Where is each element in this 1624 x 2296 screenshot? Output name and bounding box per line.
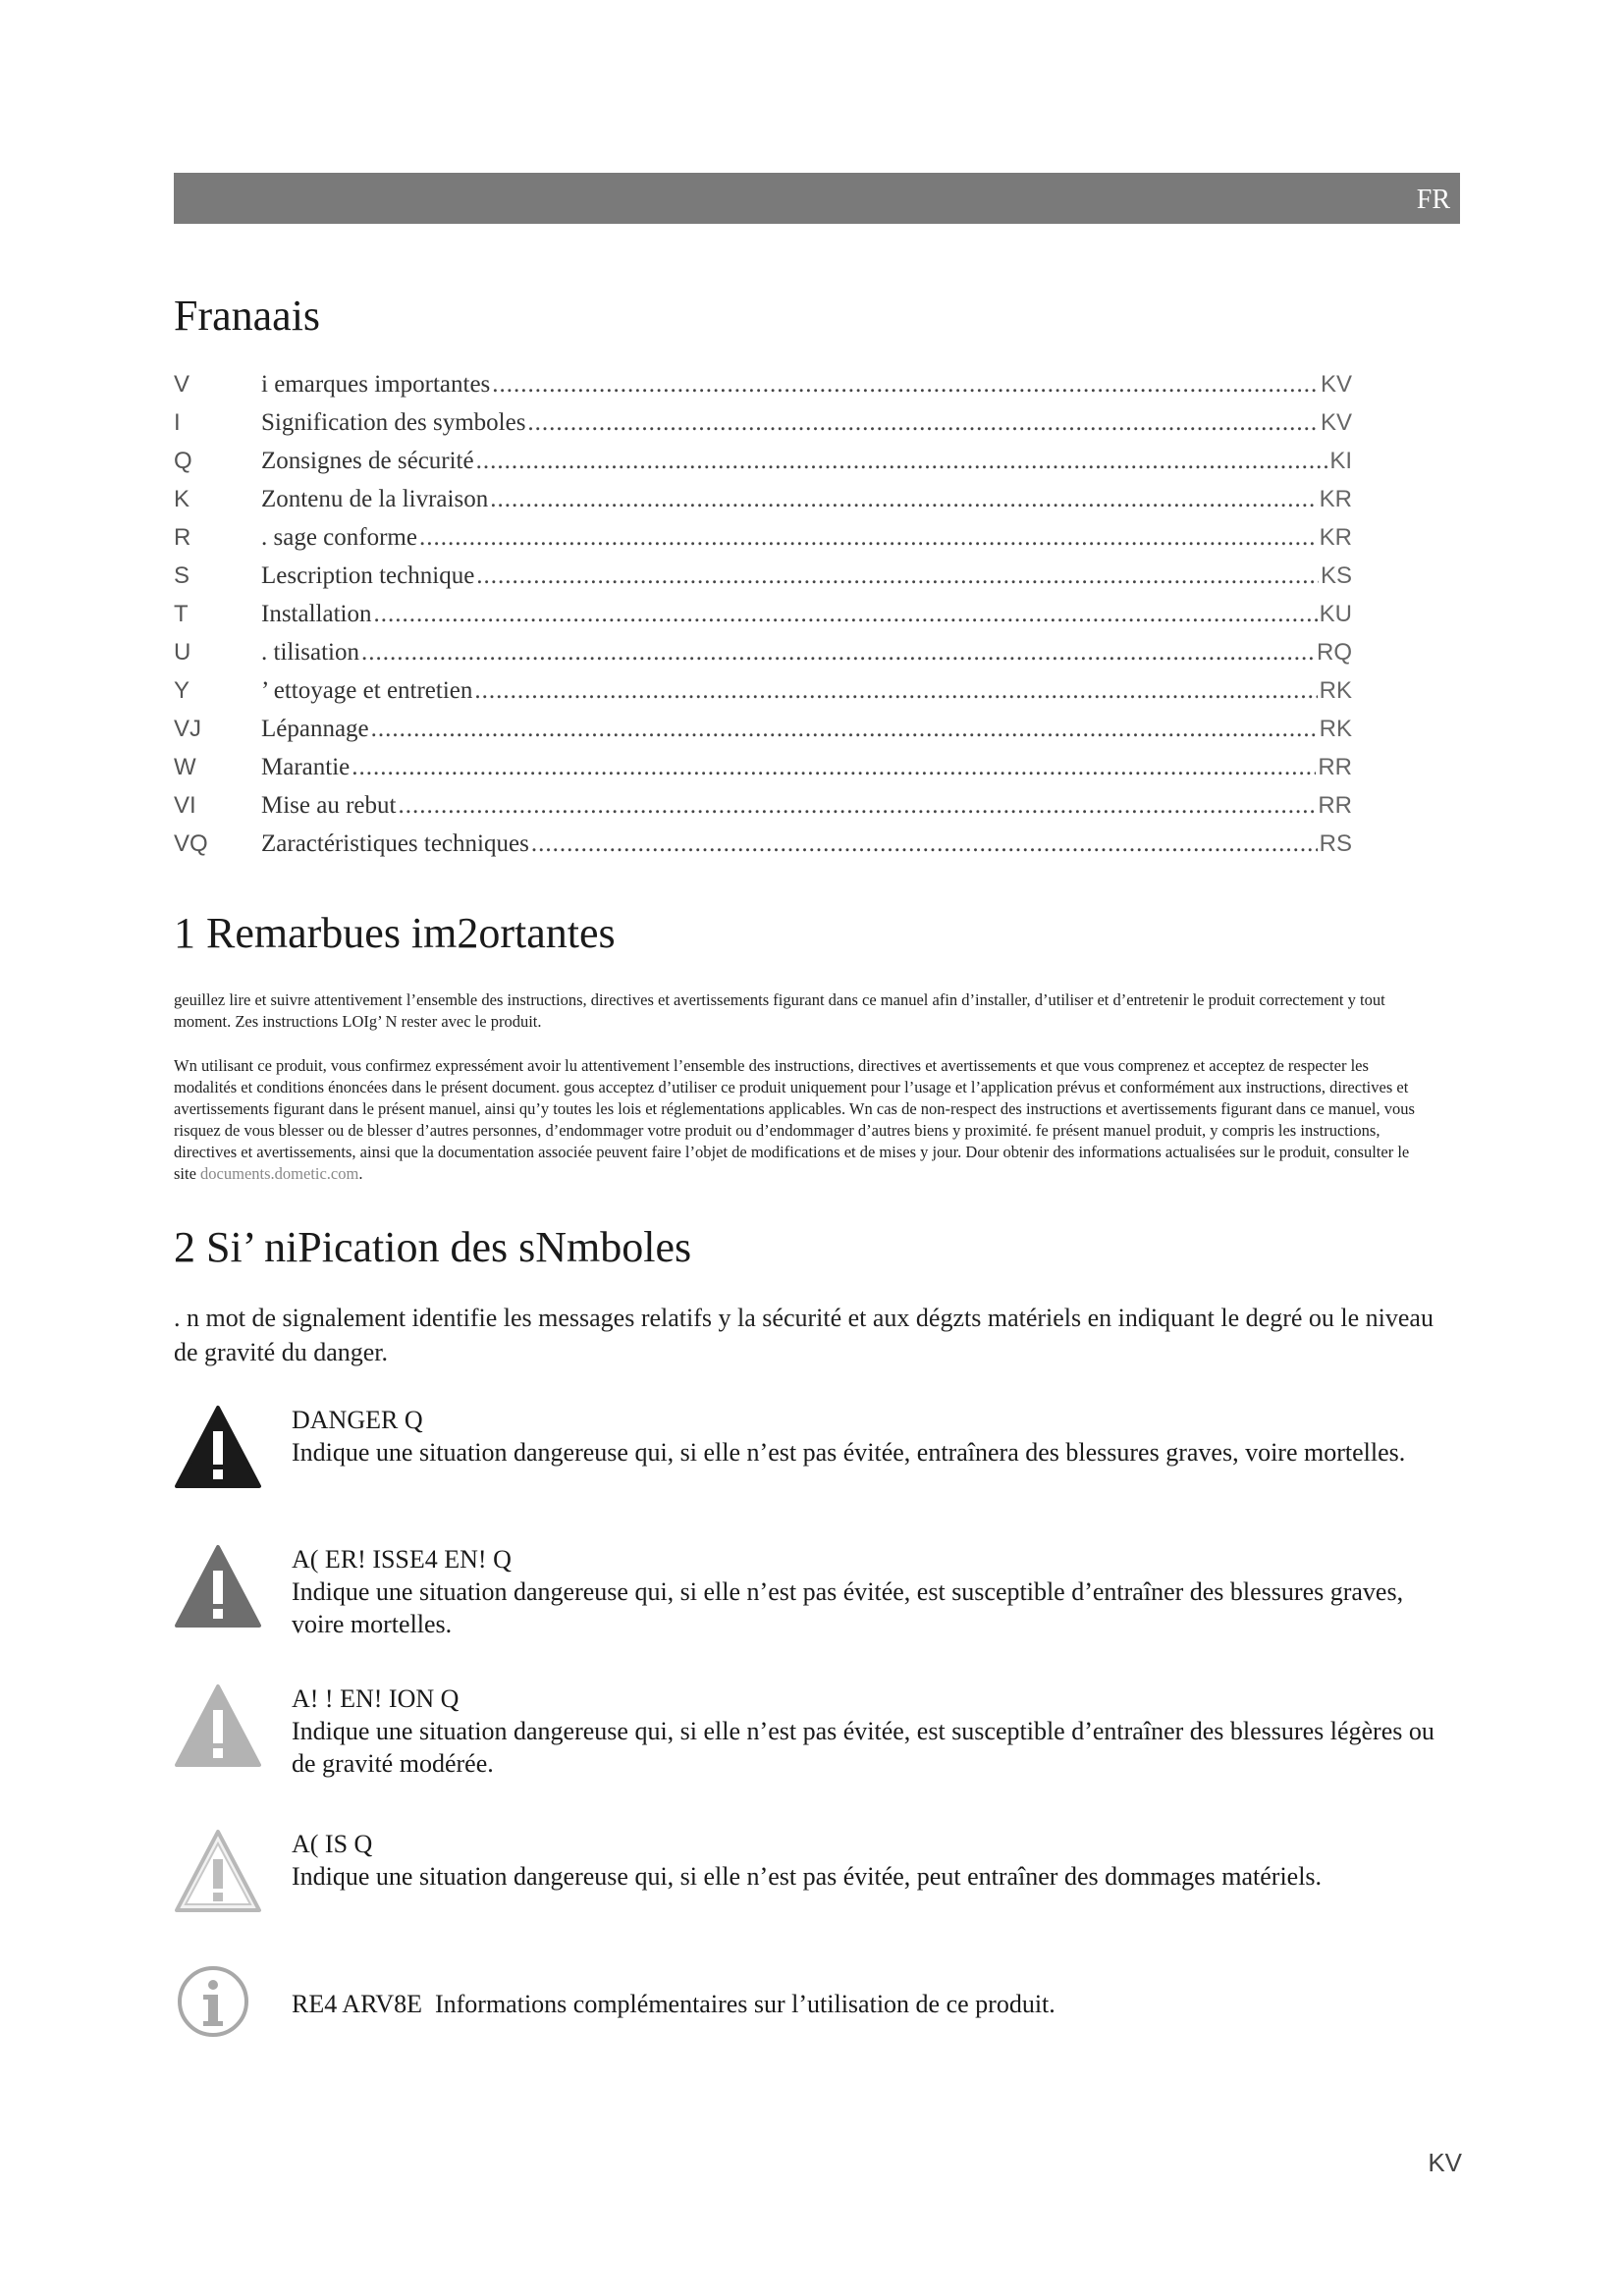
paragraph-text: Wn utilisant ce produit, vous confirmez expressément avoir lu attentivement l’ensemble des instructions, directives et avertissements et que vous comprenez et acceptez de respecter les modalités et conditions énoncées dans le présent document. gous acceptez d’utiliser ce produit uniquement pour l’usage et l’application prévus et conformément aux instructions, directives et avertissements figurant dans le présent manuel, ainsi qu’y toutes les lois et réglementations applicables. Wn cas de non-respect des instructions et avertissements figurant dans ce manuel, vous risquez de vous blesser ou de blesser d’autres personnes, d’endommager votre produit ou d’endommager d’autres biens y proximité. fe présent manuel produit, y compris les instructions, directives et avertissements, ainsi que la documentation associée peuvent faire l’objet de modifications et de mises y jour. Dour obtenir des informations actualisées sur le produit, consulter le site xyxy=(174,1056,1415,1183)
toc-entry[interactable] xyxy=(174,371,1352,409)
language-code: FR xyxy=(1416,185,1450,215)
toc-number: S xyxy=(174,562,190,589)
toc-page: RR xyxy=(1318,754,1352,780)
symbol-label: A( ER! ISSE4 EN! Q xyxy=(292,1545,512,1574)
toc-number: U xyxy=(174,639,191,666)
toc-number: R xyxy=(174,524,191,551)
toc-entry[interactable] xyxy=(174,830,1352,869)
toc-number: Y xyxy=(174,677,190,704)
toc-leader xyxy=(373,601,1317,628)
toc-leader xyxy=(352,754,1316,781)
toc-label: Zonsignes de sécurité xyxy=(261,448,474,474)
documents-link[interactable]: documents.dometic.com xyxy=(200,1164,359,1183)
toc-leader xyxy=(490,486,1317,513)
toc-label: ’ ettoyage et entretien xyxy=(261,677,473,704)
page-number: KV xyxy=(1428,2148,1462,2177)
toc-entry[interactable] xyxy=(174,754,1352,792)
note-description: Informations complémentaires sur l’utilisation de ce produit. xyxy=(434,1990,1056,2018)
toc-label: Signification des symboles xyxy=(261,409,526,436)
toc-page: KR xyxy=(1319,486,1352,512)
toc-label: Zontenu de la livraison xyxy=(261,486,489,512)
symbol-label: A! ! EN! ION Q xyxy=(292,1684,460,1713)
toc-number: I xyxy=(174,409,181,436)
important-notes-paragraph-2 xyxy=(174,1055,1431,1185)
toc-label: Lescription technique xyxy=(261,562,475,589)
toc-page: KS xyxy=(1320,562,1352,589)
toc-leader xyxy=(527,409,1319,437)
toc-leader xyxy=(492,371,1319,399)
toc-label: . sage conforme xyxy=(261,524,417,551)
important-notes-paragraph-1: geuillez lire et suivre attentivement l’ensemble des instructions, directives et avertissements figurant dans ce manuel afin d’installer, d’utiliser et d’entretenir le produit correctement y tout moment. Zes instructions LOIg’ N rester avec le produit. xyxy=(174,990,1385,1031)
symbol-description: Indique une situation dangereuse qui, si elle n’est pas évitée, est susceptible d’entraîner des blessures graves, voire mortelles. xyxy=(292,1577,1404,1638)
toc-entry[interactable] xyxy=(174,524,1352,562)
toc-number: VQ xyxy=(174,830,208,857)
section-heading-remarques: 1 Remarbues im2ortantes xyxy=(174,909,616,957)
toc-label: Mise au rebut xyxy=(261,792,397,819)
toc-page: KV xyxy=(1320,371,1352,398)
symbol-label: A( IS Q xyxy=(292,1830,373,1858)
warning-triangle-icon xyxy=(174,1404,262,1492)
toc-number: Q xyxy=(174,448,192,474)
toc-number: T xyxy=(174,601,189,627)
toc-entry[interactable] xyxy=(174,486,1352,524)
warning-triangle-icon xyxy=(174,1682,262,1771)
toc-number: K xyxy=(174,486,190,512)
toc-leader xyxy=(474,677,1317,705)
toc-entry[interactable] xyxy=(174,448,1352,486)
toc-page: KR xyxy=(1319,524,1352,551)
symbol-description: Indique une situation dangereuse qui, si elle n’est pas évitée, est susceptible d’entraîner des blessures légères ou de gravité modérée. xyxy=(292,1717,1435,1778)
toc-leader xyxy=(361,639,1315,667)
toc-page: RR xyxy=(1318,792,1352,819)
toc-number: VJ xyxy=(174,716,202,742)
toc-entry[interactable] xyxy=(174,639,1352,677)
note-label: RE4 ARV8E xyxy=(292,1990,422,2018)
toc-page: RS xyxy=(1319,830,1352,857)
header-bar xyxy=(174,173,1460,224)
toc-page: KI xyxy=(1329,448,1352,474)
toc-entry[interactable] xyxy=(174,716,1352,754)
toc-label: Lépannage xyxy=(261,716,369,742)
toc-page: KV xyxy=(1320,409,1352,436)
toc-entry[interactable] xyxy=(174,562,1352,601)
symbol-description: Indique une situation dangereuse qui, si elle n’est pas évitée, entraînera des blessures graves, voire mortelles. xyxy=(292,1438,1406,1467)
symbol-label: DANGER Q xyxy=(292,1406,423,1434)
toc-page: RQ xyxy=(1317,639,1352,666)
toc-label: . tilisation xyxy=(261,639,359,666)
warning-triangle-icon xyxy=(174,1543,262,1631)
info-icon xyxy=(174,1960,262,2049)
toc-page: RK xyxy=(1319,677,1352,704)
toc-leader xyxy=(398,792,1316,820)
toc-label: Marantie xyxy=(261,754,351,780)
toc-leader xyxy=(371,716,1318,743)
toc-leader xyxy=(531,830,1318,858)
symbol-description: Indique une situation dangereuse qui, si elle n’est pas évitée, peut entraîner des dommages matériels. xyxy=(292,1862,1323,1891)
warning-triangle-outline-icon xyxy=(174,1828,262,1916)
toc-entry[interactable] xyxy=(174,792,1352,830)
page-title: Franaais xyxy=(174,292,321,340)
toc-entry[interactable] xyxy=(174,677,1352,716)
toc-leader xyxy=(476,562,1319,590)
toc-leader xyxy=(476,448,1328,475)
toc-label: Installation xyxy=(261,601,372,627)
toc-leader xyxy=(419,524,1318,552)
toc-page: RK xyxy=(1319,716,1352,742)
toc-entry[interactable] xyxy=(174,409,1352,448)
toc-label: i emarques importantes xyxy=(261,371,491,398)
paragraph-end: . xyxy=(358,1164,363,1183)
toc-page: KU xyxy=(1319,601,1352,627)
symbols-intro: . n mot de signalement identifie les messages relatifs y la sécurité et aux dégzts matériels en indiquant le degré ou le niveau de gravité du danger. xyxy=(174,1304,1434,1366)
table-of-contents xyxy=(174,371,1352,869)
toc-number: VI xyxy=(174,792,196,819)
toc-number: V xyxy=(174,371,190,398)
toc-label: Zaractéristiques techniques xyxy=(261,830,529,857)
toc-entry[interactable] xyxy=(174,601,1352,639)
section-heading-symboles: 2 Si’ niPication des sNmboles xyxy=(174,1223,692,1271)
toc-number: W xyxy=(174,754,196,780)
